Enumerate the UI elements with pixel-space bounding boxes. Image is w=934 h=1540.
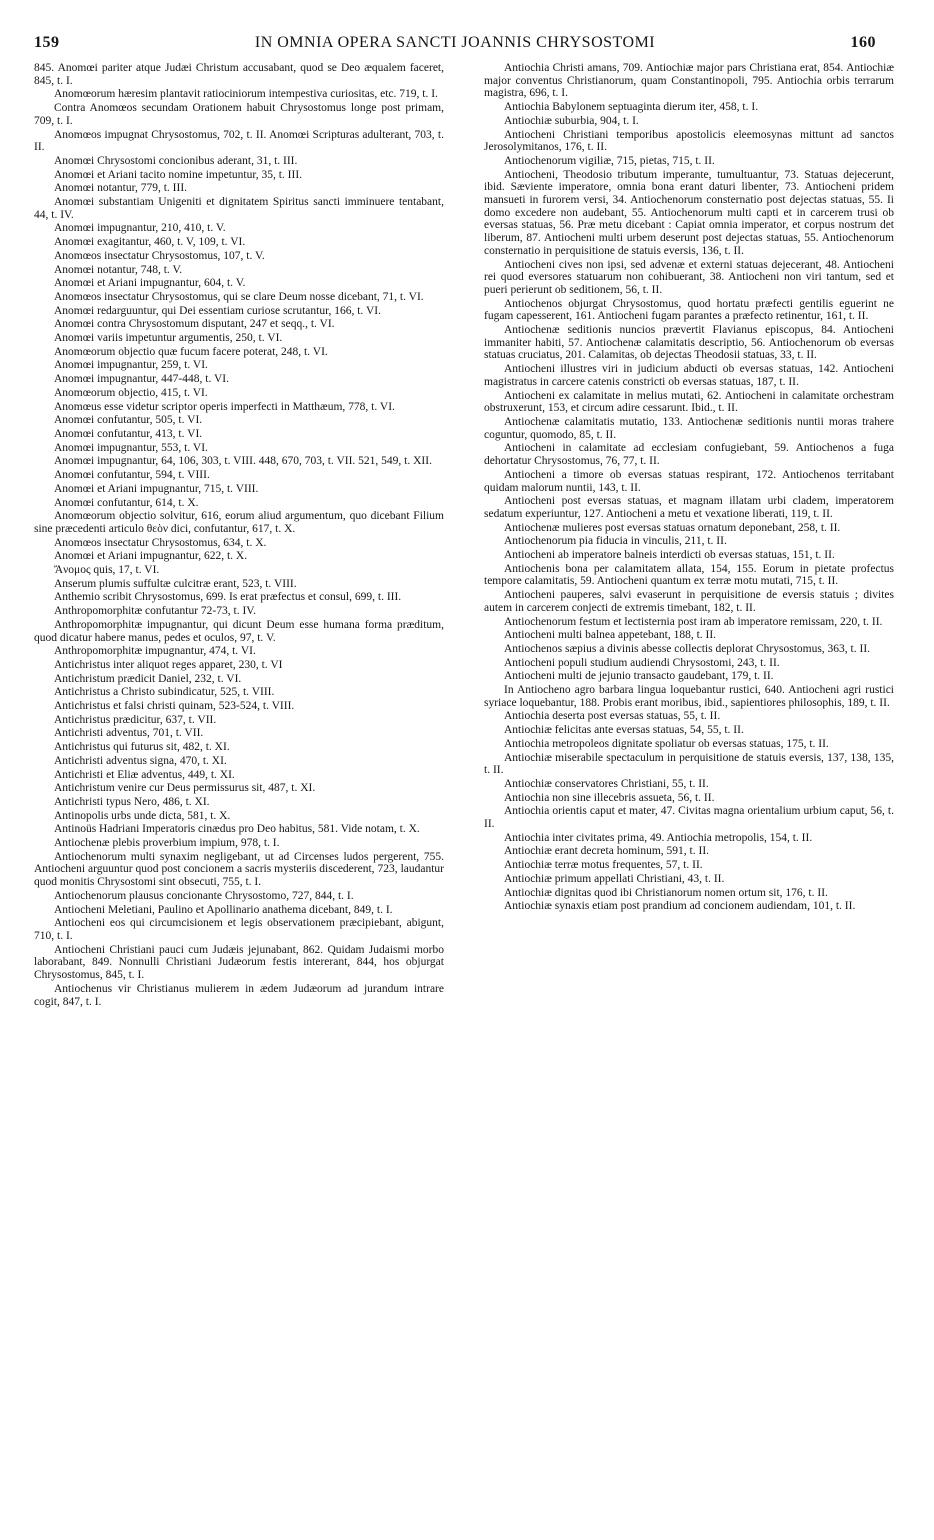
index-entry: Antiocheni multi de jejunio transacto gaudebant, 179, t. II.: [504, 670, 774, 683]
index-entry: Antinopolis urbs unde dicta, 581, t. X.: [54, 809, 231, 822]
index-entry: Antiocheni, Theodosio tributum imperante, tumultuantur, 73. Statuas dejecerunt, ibid. Sæviente imperatore, omnia bona erant daturi libenter, 73. Antiocheni pridem mansueti in furorem versi, 34. Antiochenorum consternatio post dejectas statuas, 55. Ii domo excedere non audebant, 55. Antiochenorum multi capti et in carcerem trusi ob eversas statuas, 56. Præ metu dicebant : Capiat omnia imperator, et corpus nostrum det liberum, 87. Antiocheni multi urbem deserunt post dejectas statuas, 55. Antiochenorum consternatio in perquisitione de statuis eversis, 136, t. II.: [484, 168, 894, 257]
index-entry: Antiochiæ dignitas quod ibi Christianorum nomen ortum sit, 176, t. II.: [504, 886, 828, 899]
index-entry: Antiochenos sæpius a divinis abesse collectis deplorat Chrysostomus, 363, t. II.: [504, 642, 871, 655]
index-entry: Anomœi Chrysostomi concionibus aderant, 31, t. III.: [54, 154, 298, 167]
index-entry: Anomœi confutantur, 614, t. X.: [54, 496, 199, 509]
index-entry: Antiochenæ plebis proverbium impium, 978, t. I.: [54, 837, 280, 850]
index-entry: Anomœorum hæresim plantavit ratiociniorum intempestiva curiositas, etc. 719, t. I.: [54, 88, 438, 101]
index-entry: Anomœus esse videtur scriptor operis imperfecti in Matthæum, 778, t. VI.: [54, 400, 395, 413]
index-entry: Antiocheni eos qui circumcisionem et legis observationem præcipiebant, abigunt, 710, t. I.: [34, 917, 444, 942]
index-entry: Antiocheni illustres viri in judicium abducti ob eversas statuas, 142. Antiocheni magistratus in carcere catenis constricti ob eversas statuas, 187, t. II.: [484, 363, 894, 388]
index-entry: Antiochia orientis caput et mater, 47. Civitas magna orientalium urbium caput, 56, t. II.: [484, 805, 894, 831]
index-entry: Antiochenorum pia fiducia in vinculis, 211, t. II.: [504, 535, 727, 548]
index-entry: Antiochiæ suburbia, 904, t. I.: [504, 114, 639, 127]
index-entry: Anomœi et Ariani impugnantur, 622, t. X.: [54, 550, 248, 563]
index-entry: Antiochenorum multi synaxim negligebant, ut ad Circenses ludos pergerent, 755. Antiocheni arguuntur quod post concionem a sacris mysteriis discederent, 723, laudantur quod monitis Chrysostomi sint obsecuti, 755, t. I.: [34, 850, 444, 889]
index-entry: Antiochenorum plausus concionante Chrysostomo, 727, 844, t. I.: [54, 889, 354, 902]
index-entry: Antiochia non sine illecebris assueta, 56, t. II.: [504, 791, 715, 804]
index-entry: Antiocheni Christiani temporibus apostolicis eleemosynas mittunt ad sanctos Jerosolymitanos, 176, t. II.: [484, 128, 894, 154]
index-entry: Antichristi adventus signa, 470, t. XI.: [54, 754, 227, 767]
index-entry: Anthropomorphitæ impugnantur, qui dicunt Deum esse humana forma præditum, quod dicatur habere manus, pedes et oculos, 97, t. V.: [34, 618, 444, 644]
index-entry: Antichristi adventus, 701, t. VII.: [54, 727, 204, 740]
index-entry: Antiocheni cives non ipsi, sed advenæ et externi statuas dejecerant, 48. Antiocheni rei quod eversores statuarum non cohibuerant, 38. Antiocheni non viri tantum, sed et pueri perierunt ob seditionem, 56, t. II.: [484, 258, 894, 296]
index-entry: Antiocheni Christiani pauci cum Judæis jejunabant, 862. Quidam Judaismi morbo laborabant, 849. Nonnulli Christiani Judæorum festis intererant, 844, hos objurgat Chrysostomus, 845, t. I.: [34, 943, 444, 982]
index-entry: Anthropomorphitæ impugnantur, 474, t. VI.: [54, 645, 256, 658]
index-entry: Antiocheni ex calamitate in melius mutati, 62. Antiocheni in calamitate orchestram obstruxerunt, 153, et circum adire cessarunt. Ibid., t. II.: [484, 389, 894, 415]
index-entry: Antiocheni pauperes, salvi evaserunt in perquisitione de eversis statuis ; divites autem in carcerem conjecti de extremis timebant, 182, t. II.: [484, 589, 894, 614]
index-entry: Anomœi contra Chrysostomum disputant, 247 et seqq., t. VI.: [54, 318, 335, 331]
index-entry: Antiocheni a timore ob eversas statuas respirant, 172. Antiochenos territabant quidam malorum nuntii, 143, t. II.: [484, 468, 894, 494]
index-entry: Anomœos insectatur Chrysostomus, 107, t. V.: [54, 249, 265, 262]
index-entry: Anomœorum objectio solvitur, 616, eorum aliud argumentum, quo dicebant Filium sine præcedenti articulo θεὸν dici, confutantur, 617, t. X.: [34, 510, 444, 535]
left-index-column: [34, 62, 444, 1512]
index-entry: Ἄνομος quis, 17, t. VI.: [54, 564, 160, 577]
page-number-right: 160: [850, 34, 876, 51]
index-entry: Antichristus inter aliquot reges apparet, 230, t. VI: [54, 658, 283, 671]
index-entry: Antiochia Babylonem septuaginta dierum iter, 458, t. I.: [504, 101, 759, 114]
index-entry: Anomœi et Ariani impugnantur, 715, t. VIII.: [54, 482, 259, 495]
index-entry: Anomœi redarguuntur, qui Dei essentiam curiose scrutantur, 166, t. VI.: [54, 304, 381, 317]
index-entry: Anthemio scribit Chrysostomus, 699. Is erat præfectus et consul, 699, t. III.: [54, 591, 402, 604]
index-entry: Antiochiæ miserabile spectaculum in perquisitione de statuis eversis, 137, 138, 135, t. II.: [484, 751, 894, 777]
index-entry: Antichristus et falsi christi quinam, 523-524, t. VIII.: [54, 700, 295, 713]
index-entry: Antiochiæ primum appellati Christiani, 43, t. II.: [504, 872, 725, 885]
index-entry: Antiochia metropoleos dignitate spoliatur ob eversas statuas, 175, t. II.: [504, 737, 829, 750]
index-entry: Anomœos insectatur Chrysostomus, qui se clare Deum nosse dicebant, 71, t. VI.: [54, 290, 424, 303]
index-entry: Anomœi confutantur, 594, t. VIII.: [54, 469, 210, 482]
index-entry: Antiochiæ terræ motus frequentes, 57, t. II.: [504, 859, 703, 872]
index-entry: Antiochia Christi amans, 709. Antiochiæ major pars Christiana erat, 854. Antiochiæ major conventus Christianorum, quam Constantinopoli, 795. Antiochia orbis terrarum magistra, 696, t. I.: [484, 62, 894, 100]
index-entry: Antiocheni populi studium audiendi Chrysostomi, 243, t. II.: [504, 656, 780, 669]
index-entry: Antiochenæ calamitatis mutatio, 133. Antiochenæ seditionis nuntii moras trahere coguntur, quomodo, 85, t. II.: [484, 415, 894, 441]
index-entry: Anthropomorphitæ confutantur 72-73, t. IV.: [54, 605, 256, 618]
index-entry: Anomœi variis impetuntur argumentis, 250, t. VI.: [54, 332, 283, 345]
index-entry: Antiochia deserta post eversas statuas, 55, t. II.: [504, 710, 721, 723]
index-entry: Anomœi confutantur, 505, t. VI.: [54, 414, 203, 427]
index-entry: Antichristum prædicit Daniel, 232, t. VI.: [54, 672, 242, 685]
index-entry: Anomœi impugnantur, 210, 410, t. V.: [54, 222, 226, 235]
index-entry: Antichristus a Christo subindicatur, 525, t. VIII.: [54, 686, 275, 699]
index-entry: Anomœi impugnantur, 553, t. VI.: [54, 441, 208, 454]
index-entry: Antiocheni in calamitate ad ecclesiam confugiebant, 59. Antiochenos a fuga dehortatur Chrysostomus, 76, 77, t. II.: [484, 442, 894, 468]
index-entry: Anomœi substantiam Unigeniti et dignitatem Spiritus sancti imminuere tentabant, 44, t. IV.: [34, 196, 444, 221]
index-entry: Anomœi notantur, 779, t. III.: [54, 182, 188, 195]
index-entry: Antichristi et Eliæ adventus, 449, t. XI.: [54, 768, 235, 781]
index-entry: Antiochenis bona per calamitatem allata, 154, 155. Eorum in pietate profectus tempore calamitatis, 59. Antiocheni quantum ex terræ motu mutati, 715, t. II.: [484, 562, 894, 588]
index-entry: Antiocheni ab imperatore balneis interdicti ob eversas statuas, 151, t. II.: [504, 549, 835, 562]
index-entry: 845. Anomœi pariter atque Judæi Christum accusabant, quod se Deo æqualem faceret, 845, t. I.: [34, 62, 444, 87]
page-header: [34, 34, 876, 56]
index-entry: Antiocheni multi balnea appetebant, 188, t. II.: [504, 629, 717, 642]
index-entry: Antinoüs Hadriani Imperatoris cinædus pro Deo habitus, 581. Vide notam, t. X.: [54, 823, 420, 836]
index-entry: Antichristum venire cur Deus permissurus sit, 487, t. XI.: [54, 782, 316, 795]
running-title: IN OMNIA OPERA SANCTI JOANNIS CHRYSOSTOMI: [254, 34, 656, 51]
index-entry: Antiochiæ conservatores Christiani, 55, t. II.: [504, 777, 709, 790]
index-entry: Antiochenus vir Christianus mulierem in ædem Judæorum ad jurandum intrare cogit, 847, t. I.: [34, 982, 444, 1008]
index-entry: Antiochia inter civitates prima, 49. Antiochia metropolis, 154, t. II.: [504, 831, 813, 844]
index-entry: Anomœi et Ariani impugnantur, 604, t. V.: [54, 277, 246, 290]
index-entry: Antiochiæ felicitas ante eversas statuas, 54, 55, t. II.: [504, 724, 744, 737]
index-entry: Anomœi confutantur, 413, t. VI.: [54, 427, 203, 440]
right-index-column: [484, 62, 894, 1512]
index-entry: Antiochiæ erant decreta hominum, 591, t. II.: [504, 845, 710, 858]
index-entry: Anomœi impugnantur, 447-448, t. VI.: [54, 373, 230, 386]
index-entry: Anomœorum objectio, 415, t. VI.: [54, 386, 208, 399]
index-entry: Anomœos impugnat Chrysostomus, 702, t. II. Anomœi Scripturas adulterant, 703, t. II.: [34, 128, 444, 154]
index-entry: Anomœi et Ariani tacito nomine impetuntur, 35, t. III.: [54, 168, 303, 181]
index-entry: Antiochenos objurgat Chrysostomus, quod hortatu præfecti gentilis eguerint ne fugam capesserent, 161. Antiocheni fugam parantes a præfecto retinentur, 161, t. II.: [484, 297, 894, 323]
index-entry: Anomœos insectatur Chrysostomus, 634, t. X.: [54, 536, 267, 549]
index-entry: Antiochenæ mulieres post eversas statuas ornatum deponebant, 258, t. II.: [504, 521, 841, 534]
index-entry: Antiochenorum vigiliæ, 715, pietas, 715, t. II.: [504, 154, 715, 167]
index-entry: Anomœi impugnantur, 64, 106, 303, t. VIII. 448, 670, 703, t. VII. 521, 549, t. XII.: [54, 455, 432, 468]
index-entry: In Antiocheno agro barbara lingua loquebantur rustici, 640. Antiocheni agri rustici syriace loquebantur, 188. Probis erant moribus, ibid., sapientiores philosophis, 189, t. II.: [484, 684, 894, 709]
index-entry: Antichristus prædicitur, 637, t. VII.: [54, 713, 217, 726]
index-entry: Contra Anomœos secundam Orationem habuit Chrysostomus longe post primam, 709, t. I.: [34, 102, 444, 127]
index-entry: Antichristi typus Nero, 486, t. XI.: [54, 795, 210, 808]
index-entry: Anserum plumis suffultæ culcitræ erant, 523, t. VIII.: [54, 577, 297, 590]
index-entry: Anomœi notantur, 748, t. V.: [54, 263, 183, 276]
index-entry: Antiochenorum festum et lectisternia post iram ab imperatore remissam, 220, t. II.: [504, 615, 883, 628]
index-entry: Antiochenæ seditionis nuncios prævertit Flavianus episcopus, 84. Antiocheni immaniter habiti, 57. Antiochenæ calamitatis descriptio, 56. Antiochenorum ob eversas statuas cruciatus, 201. Calamitas, ob dejectas Theodosii statuas, 33, t. II.: [484, 324, 894, 362]
index-entry: Antiochiæ synaxis etiam post prandium ad concionem audiendam, 101, t. II.: [504, 900, 856, 913]
page-number-left: 159: [34, 34, 60, 51]
index-entry: Antichristus qui futurus sit, 482, t. XI.: [54, 741, 230, 754]
index-entry: Anomœi impugnantur, 259, t. VI.: [54, 359, 208, 372]
index-entry: Antiocheni post eversas statuas, et magnam illatam urbi cladem, imperatorem sedatum experiuntur, 127. Antiocheni a metu et vexatione liberati, 119, t. II.: [484, 495, 894, 520]
index-entry: Anomœi exagitantur, 460, t. V, 109, t. VI.: [54, 236, 246, 249]
index-entry: Anomœorum objectio quæ fucum facere poterat, 248, t. VI.: [54, 345, 328, 358]
index-entry: Antiocheni Meletiani, Paulino et Apollinario anathema dicebant, 849, t. I.: [54, 903, 393, 916]
